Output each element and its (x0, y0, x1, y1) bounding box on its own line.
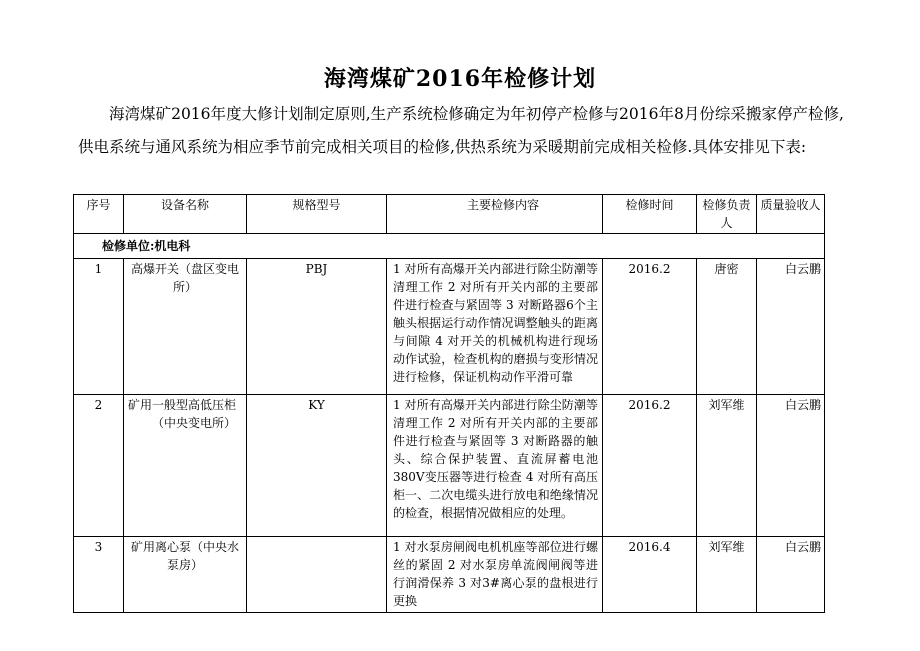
maintenance-table (73, 194, 825, 613)
header-name: 设备名称 (124, 195, 247, 234)
cell-content: 1 对水泵房闸阀电机机座等部位进行螺丝的紧固 2 对水泵房单流阀闸阀等进行润滑保养 3 对3#离心泵的盘根进行更换 (387, 537, 603, 613)
header-content: 主要检修内容 (387, 195, 603, 234)
cell-name: 矿用一般型高低压柜（中央变电所） (124, 395, 247, 537)
cell-time: 2016.4 (603, 537, 697, 613)
cell-time: 2016.2 (603, 395, 697, 537)
cell-time: 2016.2 (603, 259, 697, 395)
cell-seq: 3 (74, 537, 124, 613)
cell-seq: 1 (74, 259, 124, 395)
cell-content: 1 对所有高爆开关内部进行除尘防潮等清理工作 2 对所有开关内部的主要部件进行检查与紧固等 3 对断路器6个主触头根据运行动作情况调整触头的距离与间隙 4 对开关的机械机构进行现场动作试验，检查机构的磨损与变形情况进行检修，保证机构动作平滑可靠 (387, 259, 603, 395)
cell-name: 矿用离心泵（中央水泵房） (124, 537, 247, 613)
cell-model (247, 537, 387, 613)
cell-person: 刘军维 (697, 537, 757, 613)
intro-paragraph: 海湾煤矿2016年度大修计划制定原则,生产系统检修确定为年初停产检修与2016年8月份综采搬家停产检修,供电系统与通风系统为相应季节前完成相关项目的检修,供热系统为采暖期前完成相关检修.具体安排见下表: (78, 105, 844, 156)
header-model: 规格型号 (247, 195, 387, 234)
header-time: 检修时间 (603, 195, 697, 234)
header-seq: 序号 (74, 195, 124, 234)
table-row (74, 537, 825, 613)
document-title: 海湾煤矿2016年检修计划 (323, 66, 597, 92)
header-person: 检修负责人 (697, 195, 757, 234)
table-row (74, 259, 825, 395)
cell-person: 刘军维 (697, 395, 757, 537)
cell-inspector: 白云鹏 (757, 259, 825, 395)
cell-seq: 2 (74, 395, 124, 537)
header-inspector: 质量验收人 (757, 195, 825, 234)
cell-model: KY (247, 395, 387, 537)
cell-name: 高爆开关（盘区变电所） (124, 259, 247, 395)
section-row (74, 234, 825, 259)
cell-inspector: 白云鹏 (757, 395, 825, 537)
cell-person: 唐密 (697, 259, 757, 395)
cell-inspector: 白云鹏 (757, 537, 825, 613)
section-label: 检修单位:机电科 (74, 234, 825, 259)
cell-content: 1 对所有高爆开关内部进行除尘防潮等清理工作 2 对所有开关内部的主要部件进行检查与紧固等 3 对断路器的触头、综合保护装置、直流屏蓄电池380V变压器等进行检查 4 对所有高压柜一、二次电缆头进行放电和绝缘情况的检查，根据情况做相应的处理。 (387, 395, 603, 537)
table-row (74, 395, 825, 537)
cell-model: PBJ (247, 259, 387, 395)
table-header-row (74, 195, 825, 234)
